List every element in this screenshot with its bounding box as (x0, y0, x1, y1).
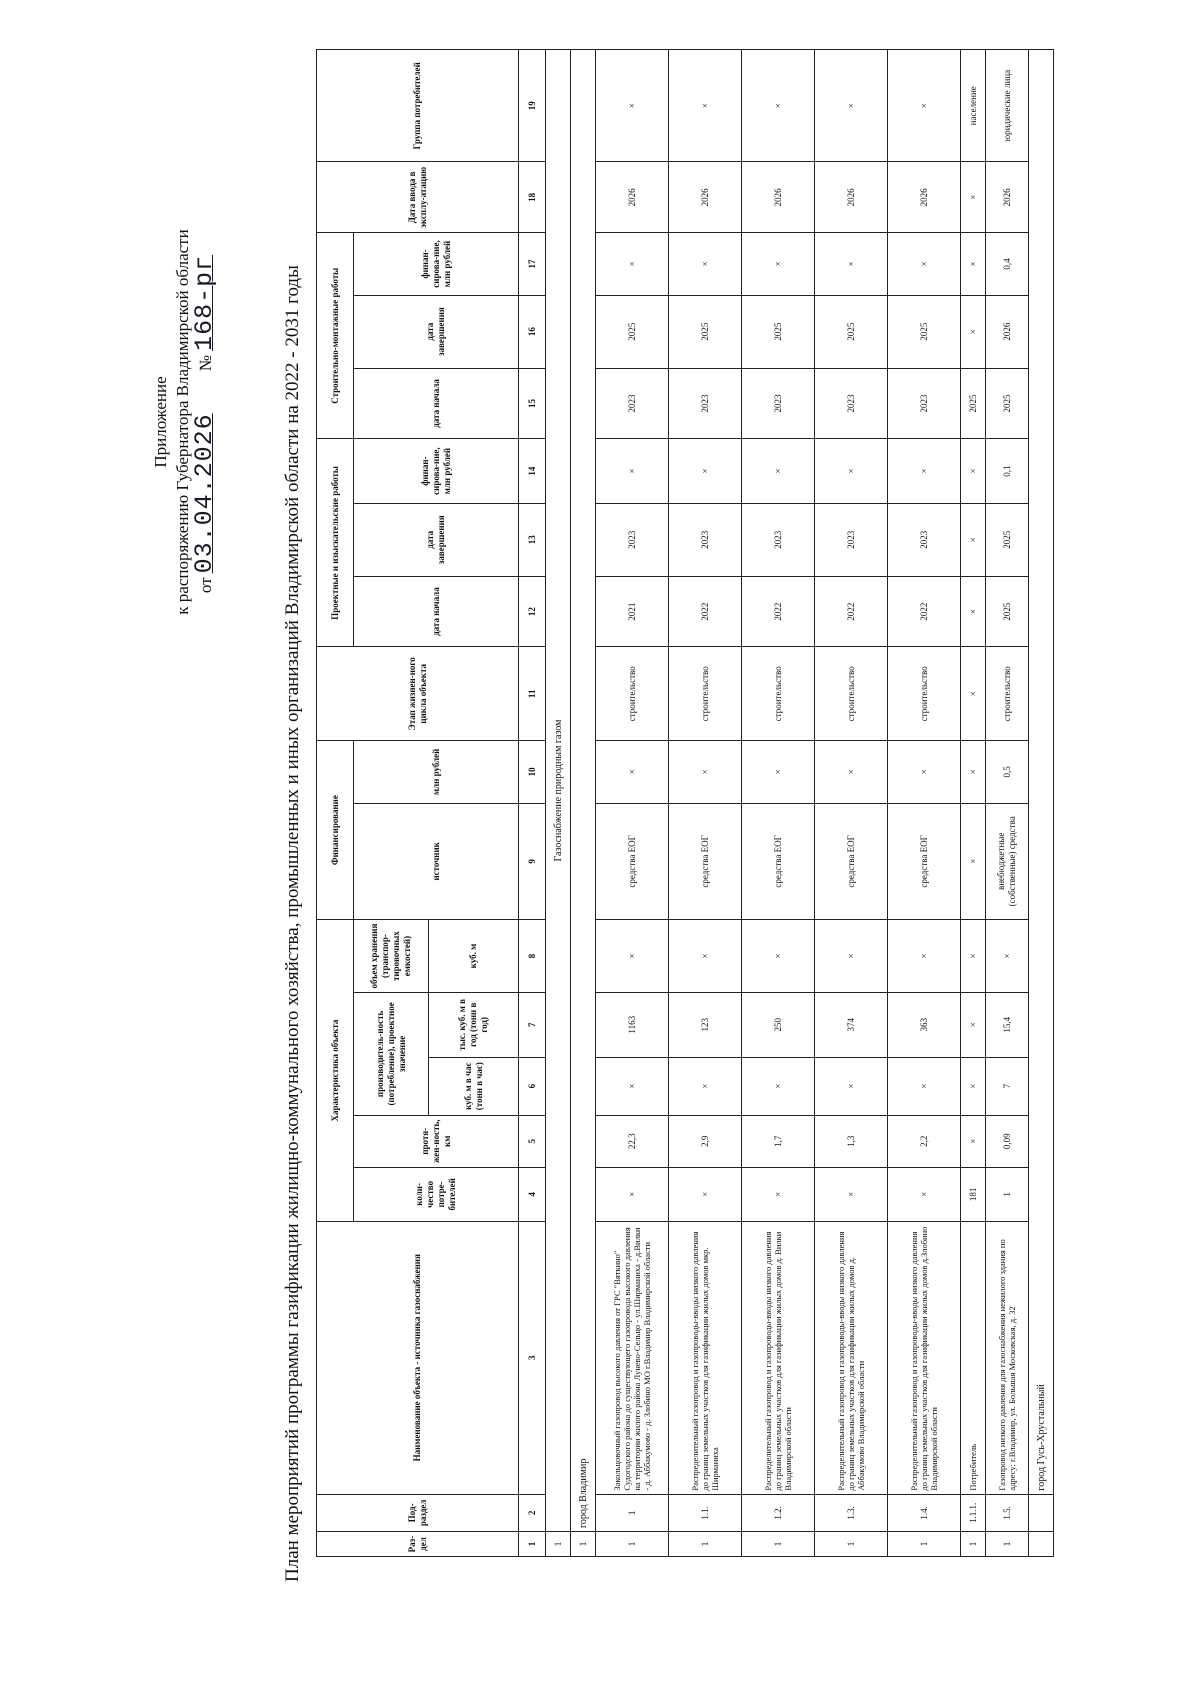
col-num: 12 (519, 576, 546, 647)
cell: × (986, 920, 1029, 993)
cell: 2025 (986, 576, 1029, 647)
col-num: 3 (519, 1221, 546, 1494)
col-design-fin: финан-сирова-ние, млн рублей (354, 439, 519, 504)
cell: × (815, 920, 888, 993)
col-construction: Строительно-монтажные работы (317, 233, 354, 439)
col-lifecycle: Этап жизнен-ного цикла объекта (317, 647, 519, 741)
cell-podrazdel: 1.5. (986, 1494, 1029, 1531)
cell-name: Закольцовочный газопровод высокого давления от ГРС "Вяткино" Судогодского района до существующего газопровода высокого давления на территории жилого района Лунево-Сельцо - ул.Ширманиха - д.Вилки - д. Аббакумово - д. Злобино МО г.Владимир Владимирской области (596, 1221, 669, 1494)
col-count: коли-чество потре-бителей (354, 1167, 519, 1221)
cell: 2026 (596, 162, 669, 233)
cell: 2026 (815, 162, 888, 233)
cell: 2022 (888, 576, 961, 647)
number-prefix: № (196, 354, 215, 372)
cell: 2025 (815, 295, 888, 368)
cell: × (669, 439, 742, 504)
col-source: источник (354, 803, 519, 920)
cell: × (961, 503, 986, 576)
appendix-label: Приложение (151, 376, 170, 468)
cell: × (888, 233, 961, 295)
cell: × (961, 295, 986, 368)
cell: × (815, 741, 888, 803)
cell: строительство (742, 647, 815, 741)
cell: × (742, 233, 815, 295)
cell: 2,9 (669, 1115, 742, 1167)
col-num: 14 (519, 439, 546, 504)
cell: × (596, 920, 669, 993)
col-name: Наименование объекта - источника газоснабжения (317, 1221, 519, 1494)
cell: × (742, 439, 815, 504)
cell: × (888, 1057, 961, 1115)
cell: 2026 (742, 162, 815, 233)
appendix-date-number (190, 212, 219, 632)
col-num: 13 (519, 503, 546, 576)
cell: 2026 (986, 162, 1029, 233)
cell: × (961, 1057, 986, 1115)
table-row (986, 50, 1029, 1557)
col-num: 11 (519, 647, 546, 741)
cell: × (888, 920, 961, 993)
cell: × (815, 50, 888, 163)
col-length: протя-жен-ность, км (354, 1115, 519, 1167)
cell: × (596, 439, 669, 504)
cell: 0,5 (986, 741, 1029, 803)
cell: × (961, 162, 986, 233)
cell-razdel: 1 (961, 1532, 986, 1557)
cell: × (961, 233, 986, 295)
table-row (742, 50, 815, 1557)
cell: 15,4 (986, 993, 1029, 1058)
cell: 2026 (888, 162, 961, 233)
appendix-order-ref: к распоряжению Губернатора Владимирской области (173, 229, 192, 615)
col-num: 18 (519, 162, 546, 233)
cell: × (888, 50, 961, 163)
col-constr-start: дата начала (354, 368, 519, 439)
col-num: 16 (519, 295, 546, 368)
cell: × (888, 439, 961, 504)
cell: 2023 (888, 368, 961, 439)
cell: × (888, 1167, 961, 1221)
cell-name: Газопровод низкого давления для газоснабжения нежилого здания по адресу: г.Владимир, ул. Большая Московская, д. 32 (986, 1221, 1029, 1494)
cell: юридические лица (986, 50, 1029, 163)
col-storage-unit: куб. м (429, 920, 519, 993)
handwritten-number: 168-рг (190, 254, 219, 351)
cell: средства ЕОГ (669, 803, 742, 920)
cell: × (961, 1115, 986, 1167)
cell-podrazdel: 1.3. (815, 1494, 888, 1531)
cell: 2023 (596, 503, 669, 576)
plan-title: План мероприятий программы газификации жилищно-коммунального хозяйства, промышленных и иных организаций Владимирской области на 2022 - 2031 годы (282, 265, 303, 1582)
city-razdel: 1 (571, 1532, 596, 1557)
date-prefix: от (196, 577, 215, 594)
cell: × (669, 1167, 742, 1221)
table-row (815, 50, 888, 1557)
cell: 2023 (669, 368, 742, 439)
cell: × (815, 233, 888, 295)
cell: 2026 (986, 295, 1029, 368)
cell: 2026 (669, 162, 742, 233)
cell: строительство (986, 647, 1029, 741)
col-num: 10 (519, 741, 546, 803)
col-razdel: Раз-дел (317, 1532, 519, 1557)
section-razdel: 1 (546, 1532, 571, 1557)
cell-razdel: 1 (669, 1532, 742, 1557)
cell: × (961, 576, 986, 647)
section-row (546, 50, 571, 1557)
cell: 2022 (669, 576, 742, 647)
cell: 2025 (596, 295, 669, 368)
cell: 374 (815, 993, 888, 1058)
cell: 22,3 (596, 1115, 669, 1167)
cell: × (961, 803, 986, 920)
cell-empty (1029, 1494, 1054, 1531)
cell: × (596, 50, 669, 163)
col-num: 8 (519, 920, 546, 993)
col-storage: объем хранения (транспор-тировочных емкостей) (354, 920, 429, 993)
col-financing: Финансирование (317, 741, 354, 920)
cell: × (742, 1057, 815, 1115)
appendix-header (150, 212, 217, 632)
cell-razdel: 1 (815, 1532, 888, 1557)
cell-razdel: 1 (742, 1532, 815, 1557)
col-num: 19 (519, 50, 546, 163)
col-constr-end: дата завершения (354, 295, 519, 368)
cell: × (669, 741, 742, 803)
cell: × (742, 741, 815, 803)
cell-podrazdel: 1.1. (669, 1494, 742, 1531)
cell: × (815, 1057, 888, 1115)
cell-name: Распределительный газопровод и газопроводы-вводы низкого давления до границ земельных участков для газификации жилых домов д. Вилки Владимирской области (742, 1221, 815, 1494)
col-design: Проектные и изыскательские работы (317, 439, 354, 647)
cell: средства ЕОГ (888, 803, 961, 920)
cell: × (669, 920, 742, 993)
col-commission: Дата ввода в эксплу-атацию (317, 162, 519, 233)
cell: 1,7 (742, 1115, 815, 1167)
cell: 2023 (888, 503, 961, 576)
col-design-start: дата начала (354, 576, 519, 647)
cell: × (815, 1167, 888, 1221)
cell: строительство (669, 647, 742, 741)
col-num: 6 (519, 1057, 546, 1115)
cell: × (596, 1167, 669, 1221)
city-vladimir: город Владимир (571, 50, 596, 1532)
cell: × (888, 741, 961, 803)
cell: × (669, 50, 742, 163)
cell-podrazdel: 1 (596, 1494, 669, 1531)
cell-razdel: 1 (986, 1532, 1029, 1557)
col-constr-fin: финан-сирова-ние, млн рублей (354, 233, 519, 295)
col-mln: млн рублей (354, 741, 519, 803)
col-capacity: производитель-ность (потребление), проектное значение (354, 993, 429, 1116)
cell: внебюджетные (собственные) средства (986, 803, 1029, 920)
cell: 2022 (815, 576, 888, 647)
cell: 2025 (669, 295, 742, 368)
cell: 1163 (596, 993, 669, 1058)
cell: × (596, 741, 669, 803)
cell: 2,2 (888, 1115, 961, 1167)
city-row (1029, 50, 1054, 1557)
cell: × (742, 920, 815, 993)
plan-table (316, 49, 1054, 1557)
cell: × (961, 439, 986, 504)
cell: 2023 (742, 368, 815, 439)
cell-razdel: 1 (596, 1532, 669, 1557)
consumer-row (961, 50, 986, 1557)
cell: 2025 (986, 503, 1029, 576)
cell: строительство (888, 647, 961, 741)
col-cap-year: тыс. куб. м в год (тонн в год) (429, 993, 519, 1058)
cell-podrazdel: 1.1.1. (961, 1494, 986, 1531)
col-num: 2 (519, 1494, 546, 1531)
cell: 2023 (742, 503, 815, 576)
cell: 2025 (888, 295, 961, 368)
cell-podrazdel: 1.2. (742, 1494, 815, 1531)
cell: 250 (742, 993, 815, 1058)
cell: × (961, 993, 986, 1058)
city-row (571, 50, 596, 1557)
col-group: Группа потребителей (317, 50, 519, 163)
cell-empty (1029, 1532, 1054, 1557)
col-characteristics: Характеристика объекта (317, 920, 354, 1222)
cell-name: Распределительный газопровод и газопроводы-вводы низкого давления до границ земельных участков для газификации жилых домов д. Аббакумово Владимирской области (815, 1221, 888, 1494)
table-row (596, 50, 669, 1557)
cell: 123 (669, 993, 742, 1058)
col-num: 15 (519, 368, 546, 439)
cell: строительство (596, 647, 669, 741)
cell: 2025 (986, 368, 1029, 439)
col-num: 9 (519, 803, 546, 920)
cell: 2023 (815, 503, 888, 576)
handwritten-date: 03.04.2026 (190, 413, 219, 574)
cell: 7 (986, 1057, 1029, 1115)
cell-podrazdel: 1.4. (888, 1494, 961, 1531)
cell: 2022 (742, 576, 815, 647)
cell: 2021 (596, 576, 669, 647)
cell: 363 (888, 993, 961, 1058)
cell: × (669, 1057, 742, 1115)
cell: × (961, 920, 986, 993)
cell: 0,1 (986, 439, 1029, 504)
cell: × (815, 439, 888, 504)
cell: 2023 (669, 503, 742, 576)
cell: строительство (815, 647, 888, 741)
cell: население (961, 50, 986, 163)
cell: × (742, 1167, 815, 1221)
cell: × (596, 233, 669, 295)
table-row (888, 50, 961, 1557)
cell: × (742, 50, 815, 163)
col-num: 4 (519, 1167, 546, 1221)
col-podrazdel: Под-раздел (317, 1494, 519, 1531)
cell: средства ЕОГ (596, 803, 669, 920)
cell-name: Распределительный газопровод и газопроводы-вводы низкого давления до границ земельных участков для газификации жилых домов мкр. Ширманиха (669, 1221, 742, 1494)
cell: 0,09 (986, 1115, 1029, 1167)
cell-razdel: 1 (888, 1532, 961, 1557)
cell-name: Потребитель (961, 1221, 986, 1494)
col-design-end: дата завершения (354, 503, 519, 576)
cell: средства ЕОГ (742, 803, 815, 920)
city-gus-khrustalny: город Гусь-Хрустальный (1029, 50, 1054, 1495)
cell: 2023 (596, 368, 669, 439)
column-numbers-row (519, 50, 546, 1557)
section-gas: Газоснабжение природным газом (546, 50, 571, 1532)
col-num: 5 (519, 1115, 546, 1167)
cell: × (961, 741, 986, 803)
table-row (669, 50, 742, 1557)
cell: 181 (961, 1167, 986, 1221)
cell: × (596, 1057, 669, 1115)
cell: 2023 (815, 368, 888, 439)
cell-name: Распределительный газопровод и газопроводы-вводы низкого давления до границ земельных участков для газификации жилых домов д.Злобино Владимирской области (888, 1221, 961, 1494)
cell: × (961, 647, 986, 741)
cell: 2025 (742, 295, 815, 368)
cell: 0,4 (986, 233, 1029, 295)
cell: 1 (986, 1167, 1029, 1221)
cell: × (669, 233, 742, 295)
cell: средства ЕОГ (815, 803, 888, 920)
cell: 2025 (961, 368, 986, 439)
col-cap-hour: куб. м в час (тонн в час) (429, 1057, 519, 1115)
col-num: 7 (519, 993, 546, 1058)
cell: 1,3 (815, 1115, 888, 1167)
col-num: 17 (519, 233, 546, 295)
col-num: 1 (519, 1532, 546, 1557)
